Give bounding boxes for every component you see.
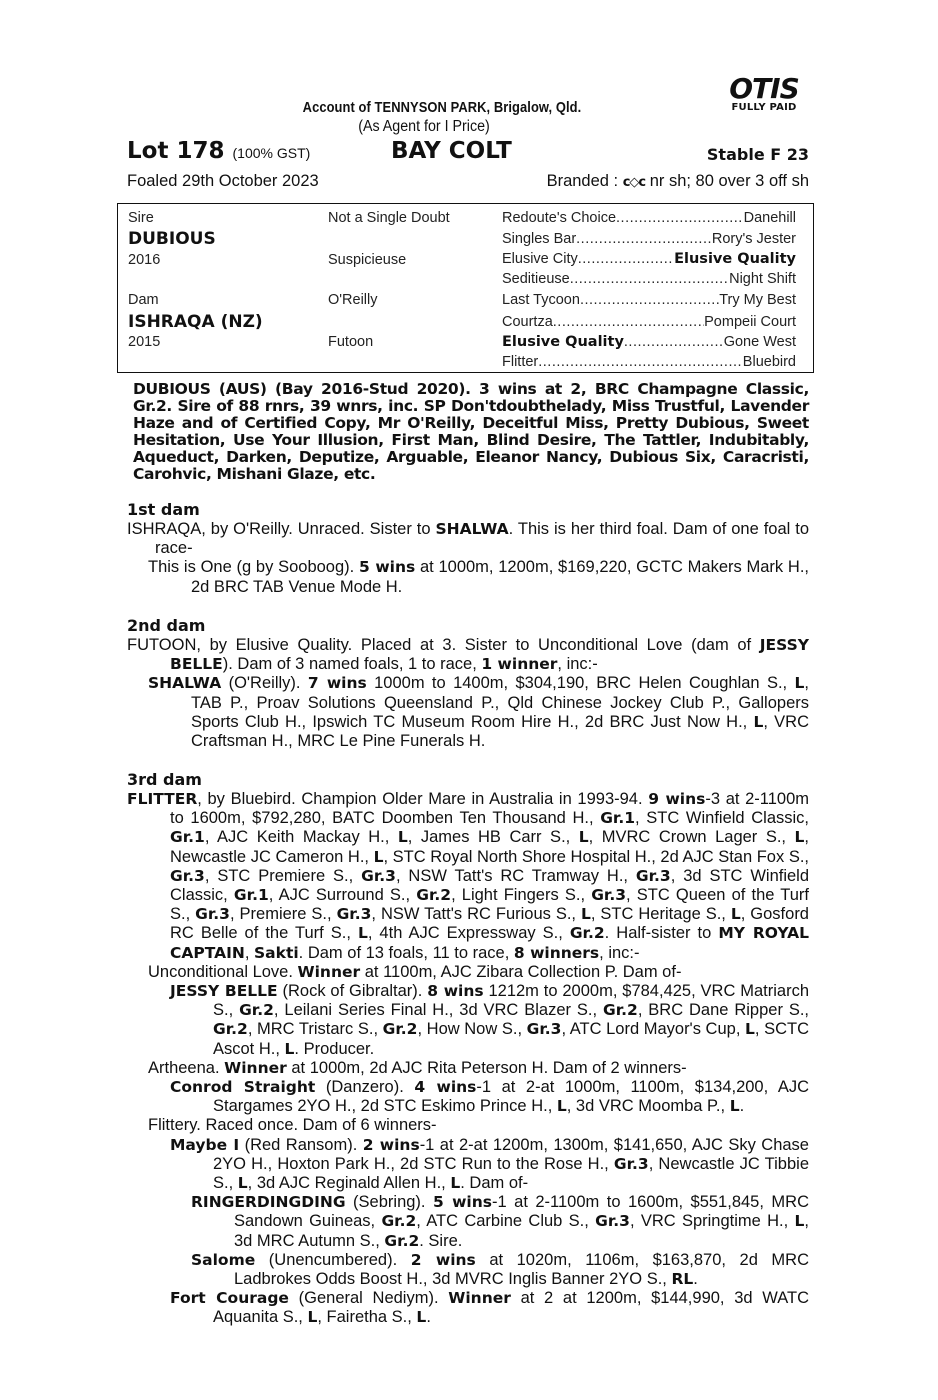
bold-text: Gr.3 — [635, 866, 671, 885]
text: (Sebring). — [345, 1193, 433, 1212]
bold-text: Maybe I — [170, 1135, 240, 1154]
text: . Dam of- — [460, 1174, 529, 1193]
text: FUTOON, by Elusive Quality. Placed at 3. Sister to Unconditional Love (dam of — [127, 636, 760, 654]
progeny-entry — [127, 1289, 809, 1327]
third-dam-progeny — [127, 963, 809, 1328]
third-dam-heading: 3rd dam — [127, 770, 202, 789]
third-dam-text — [127, 790, 809, 963]
second-dam-heading: 2nd dam — [127, 616, 206, 635]
bold-text: MY ROYAL CAPTAIN — [170, 924, 809, 962]
fully-paid-label: FULLY PAID — [731, 102, 797, 113]
text: , How Now S., — [417, 1020, 527, 1039]
text: -1 at 2-at 1000m, 1100m, $134,200, AJC Stargames 2YO H., 2d STC Eskimo Prince H., — [213, 1078, 809, 1116]
bold-text: Gr.1 — [233, 886, 269, 905]
bold-text: Gr.2 — [213, 1020, 248, 1039]
bold-text: Winner — [297, 962, 361, 981]
text: (Red Ransom). — [239, 1135, 363, 1154]
ancestor: Seditieuse — [502, 271, 570, 287]
leader-dots — [624, 334, 724, 350]
bold-text: RL — [671, 1270, 694, 1289]
stable-location: Stable F 23 — [706, 145, 809, 164]
third-gen-row — [502, 334, 796, 350]
text: . — [693, 1270, 698, 1289]
progeny-entry — [127, 1059, 809, 1078]
bold-text: L — [397, 828, 408, 847]
dam-name: ISHRAQA (NZ) — [128, 312, 263, 332]
ancestor-sire: Pompeii Court — [704, 314, 796, 330]
text: Unconditional Love. — [148, 962, 298, 981]
ancestor: Flitter — [502, 354, 539, 370]
text: , ATC Lord Mayor's Cup, — [561, 1020, 745, 1039]
text: at 1000m, 1200m, $169,220, GCTC Makers Mark H., 2d BRC TAB Venue Mode H. — [191, 558, 809, 596]
leader-dots — [580, 292, 719, 308]
text: , 3d MRC Autumn S., — [234, 1212, 809, 1250]
text: This is One (g by Sooboog). — [148, 558, 359, 577]
foaled-date: Foaled 29th October 2023 — [127, 172, 319, 190]
bold-text: JESSY BELLE — [170, 982, 278, 1001]
text: , ATC Carbine Club S., — [416, 1212, 596, 1231]
sire-label: Sire — [128, 210, 154, 226]
dam-year: 2015 — [128, 334, 161, 350]
bold-text: Gr.2 — [416, 886, 452, 905]
vendor-account: Account of TENNYSON PARK, Brigalow, Qld. — [302, 99, 582, 116]
race-grade: L — [794, 674, 805, 693]
text: , AJC Surround S., — [268, 886, 417, 905]
bold-text: Gr.3 — [595, 1212, 630, 1231]
third-gen-row — [502, 314, 796, 330]
ancestor-sire: Rory's Jester — [711, 231, 796, 247]
text: at 2 at 1200m, $144,990, 3d WATC Aquanita S., — [213, 1289, 809, 1327]
text: , STC Winfield Classic, — [635, 809, 809, 828]
bold-text: Gr.1 — [170, 828, 205, 847]
bold-text: Gr.3 — [361, 866, 396, 885]
leader-dots — [578, 251, 674, 267]
text: , VRC Springtime H., — [629, 1212, 795, 1231]
text: Flittery. Raced once. Dam of 6 winners- — [148, 1116, 437, 1135]
text: at 1100m, AJC Zibara Collection P. Dam of- — [360, 962, 682, 981]
bold-text: RINGERDINGDING — [191, 1193, 346, 1212]
text: Artheena. — [148, 1058, 225, 1077]
text: , 3d STC Winfield Classic, — [170, 866, 810, 905]
bold-text: FLITTER — [127, 790, 198, 808]
text: (Rock of Gibraltar). — [277, 982, 428, 1001]
bold-text: Gr.3 — [591, 886, 627, 905]
text: , NSW Tatt's RC Furious S., — [371, 905, 581, 924]
black-type-name: JESSY BELLE — [170, 636, 809, 674]
bold-text: L — [307, 1308, 318, 1327]
third-gen-row — [502, 210, 796, 226]
ancestor-sire: Night Shift — [729, 271, 796, 287]
text: , Newcastle JC Cameron H., — [170, 828, 810, 866]
lot-label: Lot 178 — [127, 138, 225, 164]
text: , NSW Tatt's RC Tramway H., — [395, 866, 636, 885]
black-type-name: SHALWA — [148, 674, 222, 693]
leader-dots — [616, 210, 744, 226]
bold-text: Gr.2 — [602, 1001, 638, 1020]
third-gen-row — [502, 292, 796, 308]
bold-text: Fort Courage — [170, 1289, 289, 1308]
third-gen-row — [502, 231, 796, 247]
pedigree-table — [117, 203, 814, 373]
progeny-entry — [127, 674, 809, 751]
race-grade: L — [753, 712, 764, 731]
text: (O'Reilly). — [221, 674, 308, 693]
ancestor-sire: Danehill — [743, 210, 796, 226]
text: , Fairetha S., — [317, 1308, 417, 1327]
bold-text: Salome — [191, 1250, 256, 1269]
bold-text: L — [284, 1039, 295, 1058]
text: , — [244, 943, 255, 962]
ancestor-sire: Elusive Quality — [674, 251, 796, 267]
bold-text: Gr.2 — [239, 1001, 274, 1020]
bold-text: L — [729, 1097, 740, 1116]
text: , Premiere S., — [229, 905, 337, 924]
third-gen-row — [502, 271, 796, 287]
bold-text: Conrod Straight — [170, 1078, 316, 1097]
progeny-entry — [127, 1116, 809, 1135]
ancestor: Courtza — [502, 314, 553, 330]
progeny-entry — [127, 1193, 809, 1251]
text: (Unencumbered). — [255, 1250, 411, 1269]
bold-text: 4 wins — [414, 1078, 477, 1097]
text: 1000m to 1400m, $304,190, BRC Helen Coughlan S., — [366, 674, 795, 693]
ancestor: Elusive City — [502, 251, 578, 267]
text: . This is her third foal. Dam of one foal to race- — [155, 520, 809, 558]
winners-count: 1 winner — [481, 655, 558, 674]
text: , AJC Keith Mackay H., — [204, 828, 398, 847]
bold-text: L — [794, 828, 805, 847]
bold-text: 9 wins — [648, 790, 706, 808]
bold-text: L — [373, 847, 384, 866]
bold-text: Gr.1 — [600, 809, 636, 828]
sire-name: DUBIOUS — [128, 229, 216, 249]
dam-label: Dam — [128, 292, 159, 308]
text: , 4th AJC Expressway S., — [367, 924, 570, 943]
bold-text: Gr.3 — [170, 866, 205, 885]
text: , Light Fingers S., — [451, 886, 592, 905]
leader-dots — [576, 231, 712, 247]
text: . Sire. — [419, 1231, 463, 1250]
leader-dots — [553, 314, 704, 330]
sire-year: 2016 — [128, 252, 161, 268]
third-gen-row — [502, 251, 796, 267]
text: -1 at 2-at 1200m, 1300m, $141,650, AJC Sky Chase 2YO H., Hoxton Park H., 2d STC Run to the Rose H., — [213, 1135, 809, 1173]
text: . — [739, 1097, 745, 1116]
text: , MRC Tristarc S., — [247, 1020, 383, 1039]
text: . — [426, 1308, 431, 1327]
text: . Half-sister to — [604, 924, 719, 943]
bold-text: L — [730, 905, 741, 924]
gst-note: (100% GST) — [232, 145, 311, 161]
bold-text: 2 wins — [410, 1250, 476, 1269]
bold-text: Sakti — [254, 943, 299, 962]
text: . Dam of 13 foals, 11 to race, — [298, 943, 514, 962]
text: , BRC Dane Ripper S., — [637, 1001, 810, 1020]
bold-text: 5 wins — [433, 1193, 492, 1212]
text: , inc:- — [557, 655, 598, 674]
brand-description — [547, 172, 809, 191]
text: , VRC Craftsman H., MRC Le Pine Funerals H. — [191, 712, 810, 751]
sire-sire: Not a Single Doubt — [328, 210, 450, 226]
wins-count: 7 wins — [307, 674, 367, 693]
bold-text: L — [416, 1308, 427, 1327]
bold-text: L — [450, 1174, 461, 1193]
text: (General Nediym). — [288, 1289, 449, 1308]
lot-row — [127, 138, 809, 168]
bold-text: Gr.2 — [569, 924, 605, 943]
bold-text: Gr.3 — [195, 905, 230, 924]
second-dam-text — [127, 636, 809, 674]
wins-count: 5 wins — [358, 558, 416, 577]
text: at 1020m, 1106m, $163,870, 2d MRC Ladbrokes Odds Boost H., 3d MVRC Inglis Banner 2YO S., — [234, 1250, 809, 1289]
text: -1 at 2-1100m to 1600m, $551,845, MRC Sandown Guineas, — [234, 1193, 809, 1231]
ancestor-sire: Try My Best — [719, 292, 796, 308]
third-gen-row — [502, 354, 796, 370]
text: , STC Queen of the Turf S., — [170, 886, 810, 924]
bold-text: Gr.2 — [384, 1231, 420, 1250]
text: 1212m to 2000m, $784,425, VRC Matriarch S., — [213, 982, 809, 1020]
text: , SCTC Ascot H., — [213, 1020, 809, 1058]
first-dam-section — [127, 500, 809, 597]
ancestor: Redoute's Choice — [502, 210, 617, 226]
text: , STC Heritage S., — [590, 905, 731, 924]
text: , TAB P., Proav Solutions Queensland P., Qld Chinese Jockey Club P., Gallopers Sports Club H., Ipswich TC Museum Room Hire H., 2d BRC Just Now H., — [191, 674, 810, 731]
text: at 1000m, 2d AJC Rita Peterson H. Dam of 2 winners- — [286, 1058, 687, 1077]
colour-sex: BAY COLT — [391, 138, 512, 164]
progeny-entry — [127, 1078, 809, 1116]
text: . Producer. — [294, 1039, 375, 1058]
text: ISHRAQA, by O'Reilly. Unraced. Sister to — [127, 520, 436, 538]
bold-text: 8 wins — [427, 982, 484, 1001]
text: , inc:- — [599, 943, 640, 962]
progeny-entry — [127, 1136, 809, 1194]
bold-text: Winner — [448, 1289, 511, 1308]
progeny-entry — [127, 1251, 809, 1289]
ancestor: Singles Bar — [502, 231, 577, 247]
text: (Danzero). — [315, 1078, 415, 1097]
text: , STC Premiere S., — [204, 866, 362, 885]
text: , STC Royal North Shore Hospital H., 2d AJC Stan Fox S., — [383, 847, 809, 866]
text: , MVRC Crown Lager S., — [588, 828, 795, 847]
bold-text: L — [556, 1097, 567, 1116]
text: -3 at 2-1100m to 1600m, $792,280, BATC Doomben Ten Thousand H., — [170, 790, 810, 828]
progeny-entry — [127, 963, 809, 982]
bold-text: L — [580, 905, 591, 924]
ancestor: Elusive Quality — [502, 334, 624, 350]
text: , by Bluebird. Champion Older Mare in Australia in 1993-94. — [197, 790, 649, 808]
first-dam-text — [127, 520, 809, 558]
dam-sire: O'Reilly — [328, 292, 378, 308]
text: , James HB Carr S., — [407, 828, 579, 847]
bold-text: L — [794, 1212, 805, 1231]
black-type-name: SHALWA — [435, 520, 509, 538]
first-dam-heading: 1st dam — [127, 500, 200, 519]
second-dam-section — [127, 616, 809, 751]
text: , Newcastle JC Tibbie S., — [213, 1154, 809, 1193]
otis-fully-paid-logo — [719, 74, 809, 113]
text: , 3d VRC Moomba P., — [566, 1097, 730, 1116]
bold-text: 2 wins — [362, 1135, 420, 1154]
vendor-agent: (As Agent for I Price) — [358, 118, 490, 135]
bold-text: Gr.3 — [336, 905, 372, 924]
progeny-entry — [127, 558, 809, 596]
bold-text: Gr.2 — [382, 1020, 418, 1039]
bold-text: L — [357, 924, 368, 943]
bold-text: Gr.2 — [381, 1212, 417, 1231]
ancestor: Last Tycoon — [502, 292, 580, 308]
bold-text: L — [745, 1020, 755, 1039]
third-dam-section — [127, 770, 809, 1328]
brand-symbol-icon: c◇c — [622, 175, 646, 190]
dam-dam: Futoon — [328, 334, 374, 350]
text: , Gosford RC Belle of the Turf S., — [170, 905, 809, 943]
bold-text: L — [578, 828, 589, 847]
branded-label: Branded : — [546, 172, 623, 190]
bold-text: Winner — [224, 1058, 287, 1077]
brand-marks: nr sh; 80 over 3 off sh — [645, 172, 809, 190]
lot-number — [127, 138, 310, 164]
bold-text: Gr.3 — [526, 1020, 562, 1039]
bold-text: L — [237, 1174, 248, 1193]
ancestor-sire: Gone West — [723, 334, 796, 350]
text: , 3d AJC Reginald Allen H., — [247, 1174, 451, 1193]
bold-text: 8 winners — [513, 943, 600, 962]
ancestor-sire: Bluebird — [742, 354, 796, 370]
sire-dam: Suspicieuse — [328, 252, 407, 268]
text: , Leilani Series Final H., 3d VRC Blazer S., — [273, 1001, 603, 1020]
sire-summary: DUBIOUS (AUS) (Bay 2016-Stud 2020). 3 wins at 2, BRC Champagne Classic, Gr.2. Sire of 88 rnrs, 39 wnrs, inc. SP Don'tdoubthelady, Miss Trustful, Lavender Haze and of Certified Copy, Mr O'Reilly, Deceitful Miss, Pretty Dubious, Sweet Hesitation, Use Your Illusion, First Man, Blind Desire, The Tattler, Indubitably, Aqueduct, Darken, Deputize, Arguable, Eleanor Nancy, Dubious Six, Caracristi, Carohvic, Mishani Glaze, etc. — [133, 380, 809, 483]
otis-logo-icon: OTIS — [729, 72, 799, 105]
text: ). Dam of 3 named foals, 1 to race, — [222, 655, 482, 674]
progeny-entry — [127, 982, 809, 1059]
leader-dots — [570, 271, 729, 287]
leader-dots — [538, 354, 743, 370]
bold-text: Gr.3 — [613, 1154, 649, 1173]
